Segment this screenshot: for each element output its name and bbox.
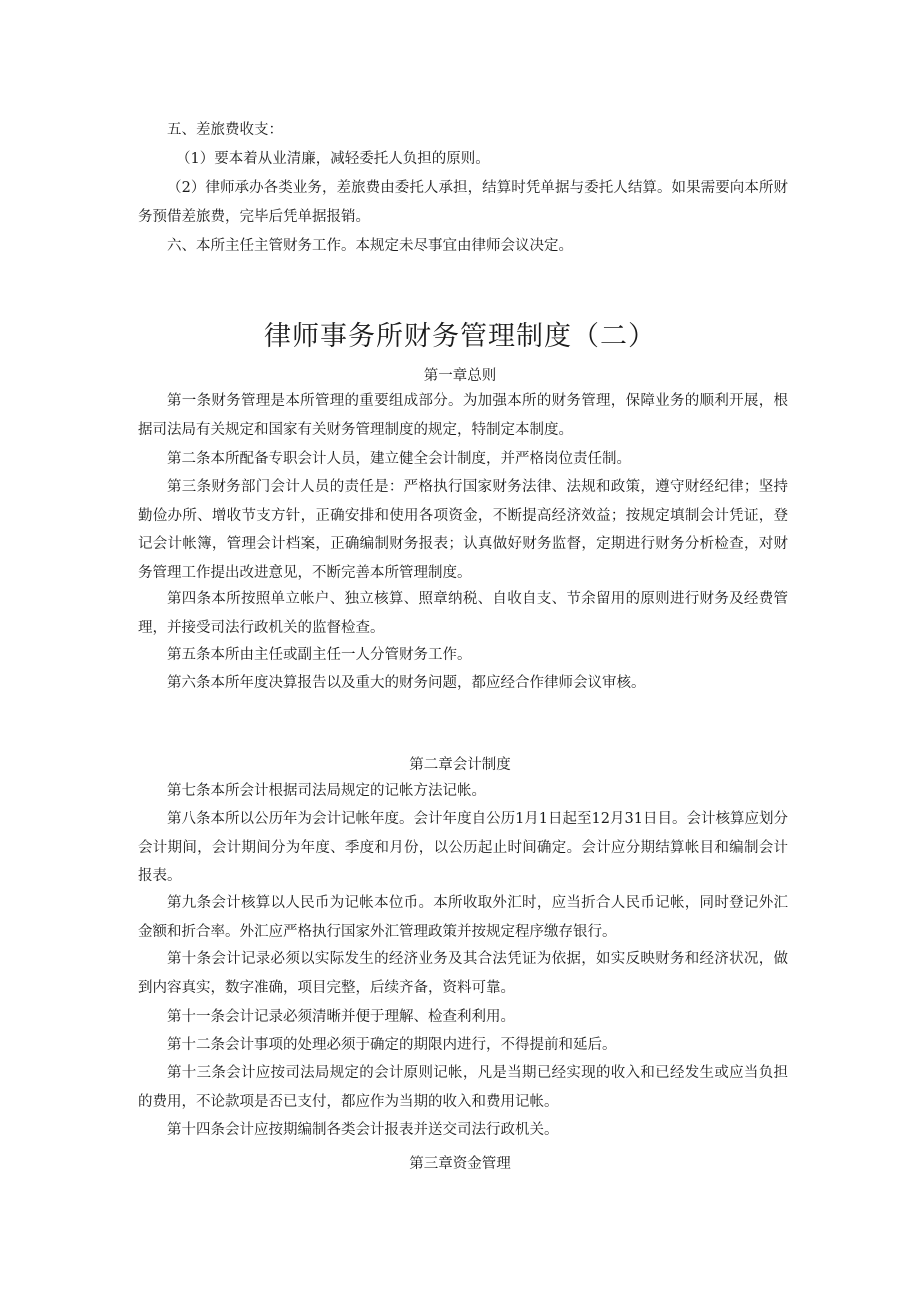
article-4: 第四条本所按照单立帐户、独立核算、照章纳税、自收自支、节余留用的原则进行财务及经费管理，并接受司法行政机关的监督检查。: [138, 591, 788, 636]
article-7: 第七条本所会计根据司法局规定的记帐方法记帐。: [167, 783, 486, 799]
intro-paragraph-2: （1）要本着从业清廉，减轻委托人负担的原则。: [176, 151, 490, 167]
article-14: 第十四条会计应按期编制各类会计报表并送交司法行政机关。: [167, 1122, 559, 1138]
article-2: 第二条本所配备专职会计人员，建立健全会计制度，并严格岗位责任制。: [167, 451, 631, 467]
article-8: 第八条本所以公历年为会计记帐年度。会计年度自公历1月1日起至12月31日目。会计核算应划分会计期间，会计期间分为年度、季度和月份，以公历起止时间确定。会计应分期结算帐目和编制会计报表。: [138, 811, 788, 884]
article-6: 第六条本所年度决算报告以及重大的财务问题，都应经合作律师会议审核。: [167, 675, 646, 691]
article-1: 第一条财务管理是本所管理的重要组成部分。为加强本所的财务管理，保障业务的顺利开展，根据司法局有关规定和国家有关财务管理制度的规定，特制定本制度。: [138, 393, 788, 438]
article-11: 第十一条会计记录必须清晰并便于理解、检查利利用。: [167, 1009, 515, 1025]
article-12: 第十二条会计事项的处理必须于确定的期限内进行，不得提前和延后。: [167, 1037, 617, 1053]
chapter-2-title: 第二章会计制度: [409, 757, 511, 773]
intro-paragraph-1: 五、差旅费收支：: [167, 122, 283, 138]
article-10: 第十条会计记录必须以实际发生的经济业务及其合法凭证为依据，如实反映财务和经济状况，做到内容真实，数字准确，项目完整，后续齐备，资料可靠。: [138, 951, 788, 996]
document-title: 律师事务所财务管理制度（二）: [264, 321, 656, 352]
article-9: 第九条会计核算以人民币为记帐本位币。本所收取外汇时，应当折合人民币记帐，同时登记外汇金额和折合率。外汇应严格执行国家外汇管理政策并按规定程序缴存银行。: [138, 895, 788, 940]
chapter-3-title: 第三章资金管理: [409, 1156, 511, 1172]
intro-paragraph-3: （2）律师承办各类业务，差旅费由委托人承担，结算时凭单据与委托人结算。如果需要向本所财务预借差旅费，完毕后凭单据报销。: [138, 180, 788, 225]
article-3: 第三条财务部门会计人员的责任是：严格执行国家财务法律、法规和政策，遵守财经纪律；坚持勤俭办所、增收节支方针，正确安排和使用各项资金，不断提高经济效益；按规定填制会计凭证，登记会计帐簿，管理会计档案，正确编制财务报表；认真做好财务监督，定期进行财务分析检查，对财务管理工作提出改进意见，不断完善本所管理制度。: [138, 479, 788, 581]
article-5: 第五条本所由主任或副主任一人分管财务工作。: [167, 647, 472, 663]
chapter-1-title: 第一章总则: [423, 368, 497, 384]
intro-paragraph-4: 六、本所主任主管财务工作。本规定未尽事宜由律师会议决定。: [167, 238, 573, 254]
article-13: 第十三条会计应按司法局规定的会计原则记帐，凡是当期已经实现的收入和已经发生或应当负担的费用，不论款项是否已支付，都应作为当期的收入和费用记帐。: [138, 1065, 788, 1110]
